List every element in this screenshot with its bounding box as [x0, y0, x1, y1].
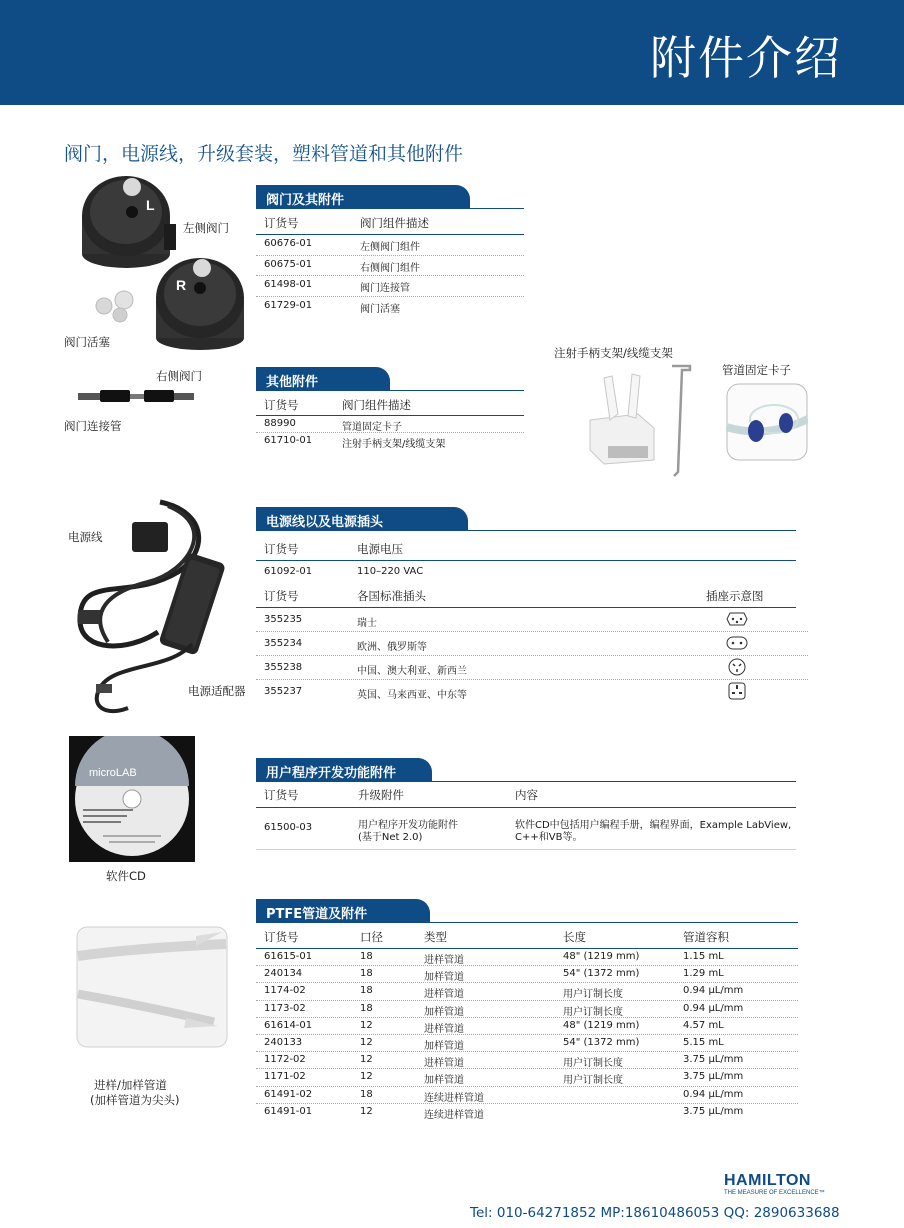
table-row: 240133 12 加样管道 54" (1372 mm) 5.15 mL: [256, 1035, 798, 1052]
clip-label: 管道固定卡子: [722, 363, 791, 377]
right-valve-image: [150, 254, 250, 354]
header-plug: 各国标准插头: [357, 589, 426, 603]
ptfe-table: [256, 926, 798, 1121]
plug-euro-icon: [726, 635, 748, 651]
adapter-label: 电源适配器: [188, 684, 246, 698]
holder-label: 注射手柄支架/线缆支架: [554, 346, 673, 360]
valve-tube-image: [78, 386, 194, 406]
hamilton-logo: [724, 1172, 825, 1196]
table-row: 355237 英国、马来西亚、中东等: [256, 680, 796, 704]
dev-section-rule: [256, 781, 796, 782]
header-length: 长度: [563, 930, 586, 944]
valves-section-title: 阀门及其附件: [256, 185, 470, 209]
tubing-label-line2: (加样管道为尖头): [90, 1093, 180, 1107]
cd-label: 软件CD: [106, 869, 146, 883]
table-row: 355235 瑞士: [256, 608, 808, 632]
logo-name: HAMILTON: [724, 1172, 811, 1189]
other-table: [256, 394, 524, 450]
header-socket: 插座示意图: [706, 589, 764, 603]
table-row: 61729-01 阀门活塞: [264, 300, 400, 315]
other-section-title: 其他附件: [256, 367, 390, 391]
table-row: 88990 管道固定卡子: [256, 416, 524, 433]
header-order-no: 订货号: [264, 398, 299, 412]
ptfe-section-title: PTFE管道及附件: [256, 899, 430, 923]
table-row: 61615-01 18 进样管道 48" (1219 mm) 1.15 mL: [256, 949, 798, 966]
valves-table: [256, 212, 524, 318]
ptfe-table-body: [256, 949, 798, 1121]
header-content: 内容: [515, 788, 538, 802]
cable-holder-image: [668, 362, 696, 480]
header-order-no: 订货号: [264, 542, 299, 556]
page-title: 附件介绍: [650, 31, 842, 85]
header-description: 阀门组件描述: [342, 398, 411, 412]
valve-tube-label: 阀门连接管: [64, 419, 122, 433]
table-row: 355234 欧洲、俄罗斯等: [256, 632, 808, 656]
other-table-header: [256, 394, 524, 416]
valve-plug-label: 阀门活塞: [64, 335, 110, 349]
valve-marker-r: R: [176, 277, 187, 293]
software-cd-image: [69, 736, 195, 862]
table-row: 355238 中国、澳大利亚、新西兰: [256, 656, 808, 680]
table-row: 61614-01 12 进样管道 48" (1219 mm) 4.57 mL: [256, 1018, 798, 1035]
tubing-image: [76, 926, 228, 1048]
valve-marker-l: L: [146, 197, 155, 213]
valves-table-header: [256, 212, 524, 235]
header-order-no: 订货号: [264, 930, 299, 944]
header-voltage: 电源电压: [357, 542, 403, 556]
left-valve-label: 左侧阀门: [183, 221, 229, 235]
header-type: 类型: [424, 930, 447, 944]
logo-tagline: THE MEASURE OF EXCELLENCE™: [724, 1190, 825, 1196]
footer-contact: Tel: 010-64271852 MP:18610486053 QQ: 2890633688: [470, 1205, 840, 1221]
header-order-no: 订货号: [264, 788, 299, 802]
plug-china-icon: [728, 658, 746, 676]
dev-section-title: 用户程序开发功能附件: [256, 758, 432, 782]
header-gauge: 口径: [360, 930, 383, 944]
table-row: 240134 18 加样管道 54" (1372 mm) 1.29 mL: [256, 966, 798, 983]
power-voltage-table: [256, 538, 796, 584]
table-row: 1171-02 12 加样管道 用户订制长度 3.75 µL/mm: [256, 1069, 798, 1086]
table-row: 60675-01 右侧阀门组件: [256, 256, 524, 276]
right-valve-label: 右侧阀门: [156, 369, 202, 383]
table-row: 61500-03 用户程序开发功能附件 (基于Net 2.0) 软件CD中包括用户编程手册，编程界面，Example LabView, C++和VB等。: [256, 808, 796, 850]
tubing-label-line1: 进样/加样管道: [94, 1078, 167, 1092]
dev-table: [256, 784, 796, 850]
ptfe-table-header: [256, 926, 798, 949]
power-section-title: 电源线以及电源插头: [256, 507, 468, 531]
plug-swiss-icon: [726, 611, 748, 627]
table-row: 61710-01 注射手柄支架/线缆支架: [264, 435, 446, 450]
table-row: 1173-02 18 加样管道 用户订制长度 0.94 µL/mm: [256, 1001, 798, 1018]
header-order-no: 订货号: [264, 216, 299, 230]
table-row: 1172-02 12 进样管道 用户订制长度 3.75 µL/mm: [256, 1052, 798, 1069]
dev-table-header: [256, 784, 796, 808]
other-section-rule: [256, 390, 524, 391]
table-row: 61491-01 12 连续进样管道 3.75 µL/mm: [264, 1105, 744, 1121]
power-plug-header: [256, 585, 796, 608]
header-order-no: 订货号: [264, 589, 299, 603]
cd-brand-text: microLAB: [89, 767, 137, 779]
header-volume: 管道容积: [683, 930, 729, 944]
page-header: [0, 0, 904, 105]
clip-image: [726, 383, 808, 461]
power-cord-label: 电源线: [68, 530, 103, 544]
power-voltage-header: [256, 538, 796, 561]
holder-image: [582, 364, 662, 468]
table-row: 61498-01 阀门连接管: [256, 276, 524, 297]
table-row: 60676-01 左侧阀门组件: [256, 235, 524, 256]
page-subtitle: 阀门，电源线，升级套装，塑料管道和其他附件: [64, 143, 464, 165]
table-row: 1174-02 18 进样管道 用户订制长度 0.94 µL/mm: [256, 983, 798, 1000]
plug-uk-icon: [728, 682, 746, 700]
power-section-rule: [256, 530, 796, 531]
table-row: 61092-01 110–220 VAC: [264, 566, 424, 577]
table-row: 61491-02 18 连续进样管道 0.94 µL/mm: [256, 1087, 798, 1104]
valves-section-rule: [256, 208, 524, 209]
header-description: 阀门组件描述: [360, 216, 429, 230]
ptfe-section-rule: [256, 922, 798, 923]
power-plug-table: [256, 585, 808, 704]
valve-plug-image: [92, 288, 144, 324]
header-upgrade: 升级附件: [358, 788, 404, 802]
